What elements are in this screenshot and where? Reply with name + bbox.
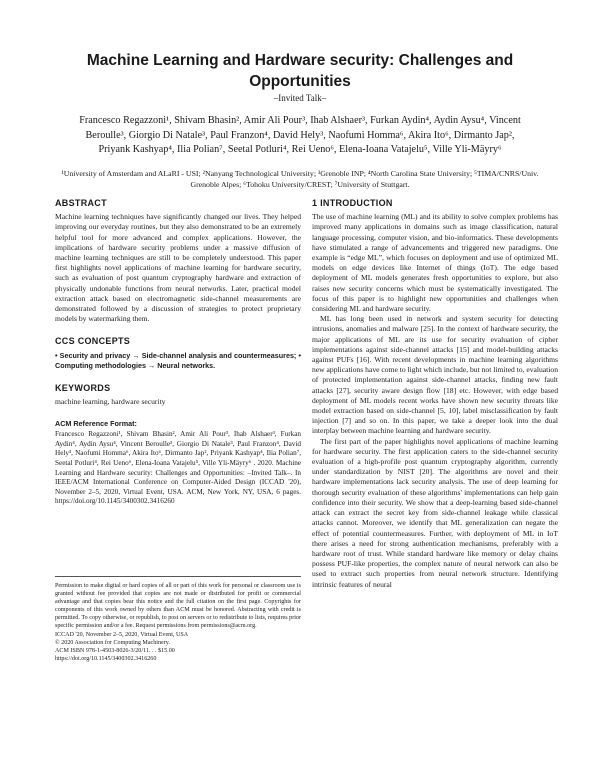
permission-notice	[55, 576, 301, 663]
ccs-text: • Security and privacy → Side-channel analysis and countermeasures; • Computing methodologies → Neural networks.	[55, 350, 301, 370]
intro-paragraph-1: The use of machine learning (ML) and its ability to solve complex problems has improved many applications in domains such as image classification, natural language processing, computer vision, and bio-informatics. These developments have stimulated a range of advancements and triggered new paradigms. One example is “edge ML”, which focuses on deployment and use of optimized ML models on edge devices like Internet of things (IoT). The edge based deployment of ML models generates fresh opportunities to explore, but also raises new security concerns which must be systematically investigated. The focus of this paper is to highlight new opportunities and challenges when considering ML and hardware security.	[312, 212, 558, 314]
right-column	[312, 198, 558, 590]
reference-section	[55, 419, 301, 507]
keywords-section	[55, 383, 301, 407]
reference-text: Francesco Regazzoni¹, Shivam Bhasin², Amir Ali Pour³, Ihab Alshaer³, Furkan Aydin⁴, Aydin Aysu⁴, Vincent Beroulle³, Giorgio Di Natale³, Paul Franzon⁴, David Hely³, Naofumi Homma⁶, Akira Ito⁶, Dirmanto Jap², Priyank Kashyap⁴, Ilia Polian⁷, Seetal Potluri⁴, Rei Ueno⁶, Elena-Ioana Vatajelu⁵, Ville Yli-Mäyry⁶ . 2020. Machine Learning and Hardware security: Challenges and Opportunities: –Invited Talk–. In IEEE/ACM International Conference on Computer-Aided Design (ICCAD '20), November 2–5, 2020, Virtual Event, USA. ACM, New York, NY, USA, 6 pages. https://doi.org/10.1145/3400302.3416260	[55, 430, 301, 506]
copyright-line: © 2020 Association for Computing Machinery.	[55, 639, 170, 646]
abstract-heading: ABSTRACT	[55, 198, 107, 208]
conference-line: ICCAD '20, November 2–5, 2020, Virtual Event, USA	[55, 631, 189, 638]
affiliations: ¹University of Amsterdam and ALaRI - USI; ²Nanyang Technological University; ³Grenoble INP; ⁴North Carolina State University; ⁵TIMA/CNRS/Univ. Grenoble Alpes; ⁶Tohoku University/CREST; ⁷University of Stuttgart.	[61, 169, 539, 189]
doi-link[interactable]: https://doi.org/10.1145/3400302.3416260	[55, 655, 157, 662]
paper-subtitle: –Invited Talk–	[273, 93, 327, 103]
author-list: Francesco Regazzoni¹, Shivam Bhasin², Amir Ali Pour³, Ihab Alshaer³, Furkan Aydin⁴, Aydin Aysu⁴, Vincent Beroulle³, Giorgio Di Natale³, Paul Franzon⁴, David Hely³, Naofumi Homma⁶, Akira Ito⁶, Dirmanto Jap², Priyank Kashyap⁴, Ilia Polian⁷, Seetal Potluri⁴, Rei Ueno⁶, Elena-Ioana Vatajelu⁵, Ville Yli-Mäyry⁶	[79, 115, 521, 155]
left-column	[55, 198, 301, 519]
intro-paragraph-2: ML has long been used in network and system security for detecting intrusions, anomalies and malware [25]. In the context of hardware security, the major applications of ML are its use for security evaluation of cipher implementations against side-channel attacks [15] and model-building attacks against PUFs [16]. With recent developments in machine learning algorithms new applications have come to light which include, but not limited to, evaluation of protected implementation against side-channel attacks, finding new fault attacks [27], security aware design flow [18] etc. However, with edge based deployment of ML models recent works have shown new security threats like model extraction based on side-channel [5, 10], label misclassification by fault injection [7] and so on. In this paper, we take a deeper look into the dual interplay between machine learning and hardware security.	[312, 314, 558, 436]
intro-paragraph-3: The first part of the paper highlights novel applications of machine learning for hardware security. The first application caters to the side-channel security evaluation of a high-profile post quantum cryptography algorithm, currently under standardization by NIST [20]. The algorithms are novel and their hardware implementations lack security analysis. The use of deep learning for thorough security evaluation of these algorithms' implementations can help gain confidence into their security. We show that a deep-learning based side-channel attack can extract the secret key from side-channel leakage while classical attacks cannot. Moreover, we identify that ML generalization can negate the effect of potential countermeasures. Further, with deployment of ML in IoT there arises a need for strong authentication mechanisms, preferably with a hardware root of trust. While standard hardware like memory or delay chains possess PUF-like properties, the complex nature of neural network can also be used to extract such properties from neural network structure. Identifying intrinsic features of neural	[312, 436, 558, 589]
ccs-heading: CCS CONCEPTS	[55, 336, 131, 347]
ccs-section	[55, 336, 301, 370]
introduction-heading: 1 INTRODUCTION	[312, 198, 393, 208]
paper-title: Machine Learning and Hardware security: Challenges and Opportunities	[86, 52, 514, 90]
permission-text: Permission to make digital or hard copies of all or part of this work for personal or classroom use is granted without fee provided that copies are not made or distributed for profit or commercial advantage and that copies bear this notice and the full citation on the first page. Copyrights for components of this work owned by others than ACM must be honored. Abstracting with credit is permitted. To copy otherwise, or republish, to post on servers or to redistribute to lists, requires prior specific permission and/or a fee. Request permissions from permissions@acm.org.	[55, 583, 301, 630]
abstract-section	[55, 198, 301, 324]
reference-heading: ACM Reference Format:	[55, 419, 137, 429]
isbn-line: ACM ISBN 978-1-4503-8026-3/20/11. . . $15.00	[55, 647, 175, 654]
keywords-text: machine learning, hardware security	[55, 396, 166, 406]
keywords-heading: KEYWORDS	[55, 382, 111, 393]
abstract-text: Machine learning techniques have significantly changed our lives. They helped improving our everyday routines, but they also demonstrated to be an extremely helpful tool for more advanced and complex applications. However, the implications of hardware security problems under a massive diffusion of machine learning techniques are still to be completely understood. This paper first highlights novel applications of machine learning for hardware security, such as evaluation of post quantum cryptography hardware and extraction of physically undonable functions from neural networks. Later, practical model extraction attack based on electromagnetic side-channel measurements are demonstrated followed by a discussion of strategies to protect proprietary models by watermarking them.	[55, 212, 301, 324]
